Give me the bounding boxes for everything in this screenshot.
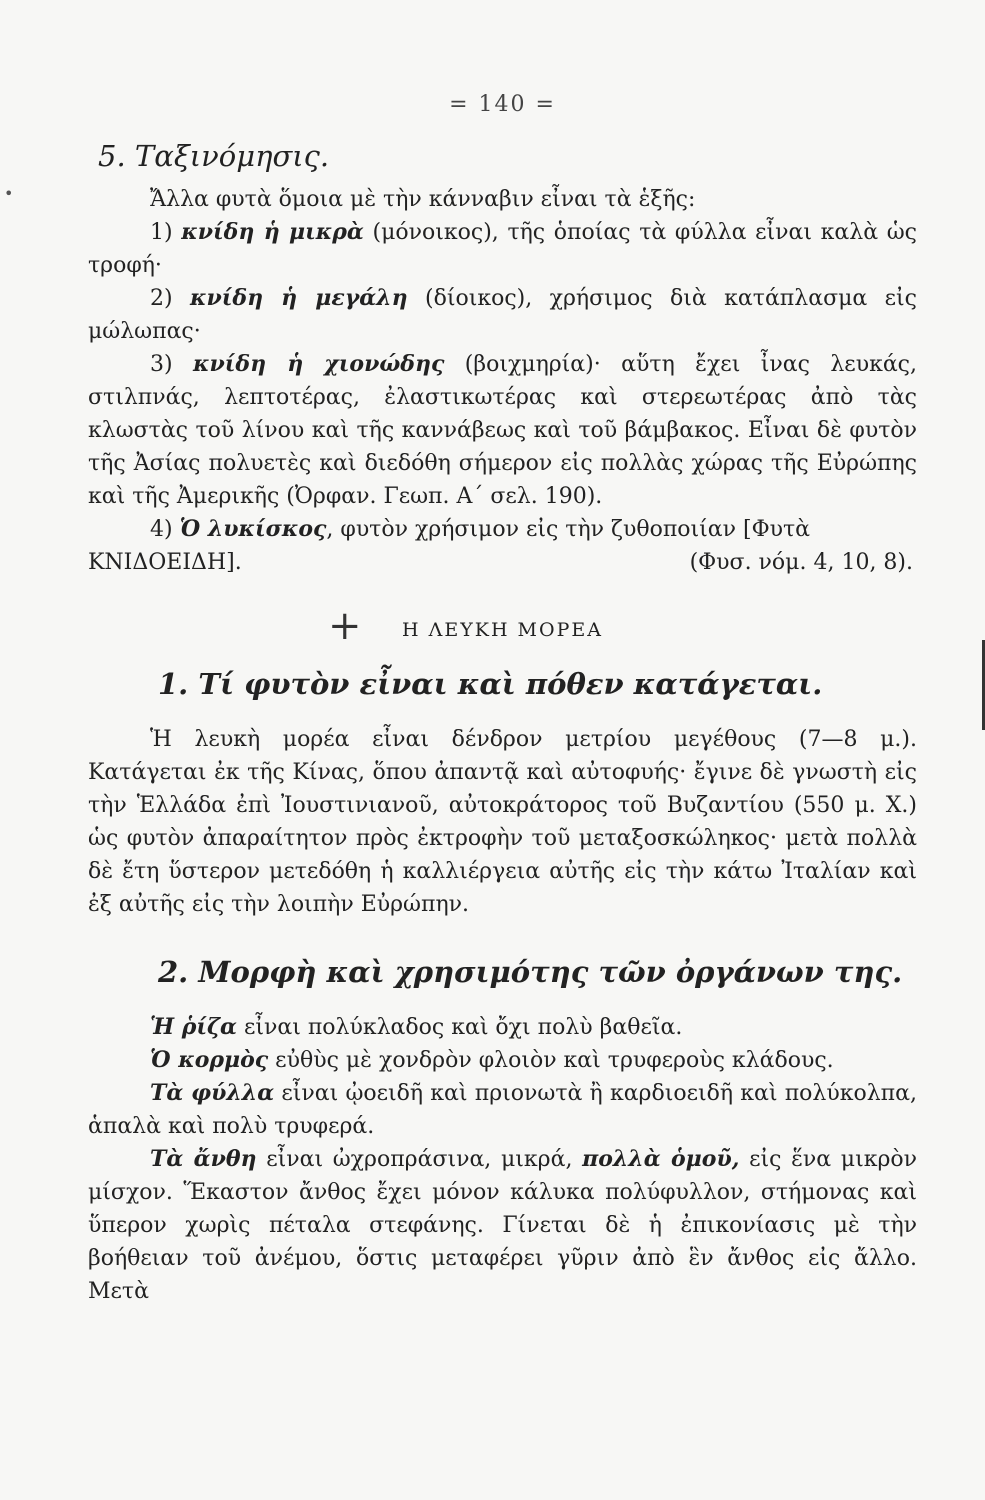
list-item-4-term: Ὁ λυκίσκος — [179, 516, 327, 542]
organ-root: Ἡ ῥίζα εἶναι πολύκλαδος καὶ ὄχι πολὺ βαθεῖα. — [150, 1014, 683, 1040]
chapter-title-block — [88, 603, 917, 649]
list-item-4: 4) Ὁ λυκίσκος, φυτὸν χρήσιμον εἰς τὴν ζυθοποιίαν [Φυτὰ — [150, 516, 811, 542]
chapter-title: Η ΛΕΥΚΗ ΜΟΡΕΑ — [402, 619, 603, 641]
margin-dot: • — [4, 184, 14, 203]
list-item-1-term: κνίδη ἡ μικρὰ — [181, 219, 364, 245]
pencil-cross-mark: + — [328, 603, 364, 649]
list-item-3-term: κνίδη ἡ χιονώδης — [193, 351, 445, 377]
list-item-3: 3) κνίδη ἡ χιονώδης (βοιχμηρία)· αὕτη ἔχει ἶνας λευκάς, στιλπνάς, λεπτοτέρας, ἐλαστικωτέρας καὶ στερεωτέρας ἀπὸ τὰς κλωστὰς τοῦ λίνου καὶ τῆς καννάβεως καὶ τοῦ βάμβακος. Εἶναι δὲ φυτὸν τῆς Ἀσίας πολυετὲς καὶ διεδόθη σήμερον εἰς πολλὰς χώρας τῆς Εὐρώπης καὶ τῆς Ἀμερικῆς (Ὀρφαν. Γεωπ. Α΄ σελ. 190). — [88, 351, 917, 509]
reference-left: ΚΝΙΔΟΕΙΔΗ]. — [88, 550, 242, 575]
section1-paragraph: Ἡ λευκὴ μορέα εἶναι δένδρον μετρίου μεγέθους (7—8 μ.). Κατάγεται ἐκ τῆς Κίνας, ὅπου ἀπαντᾷ καὶ αὐτοφυής· ἔγινε δὲ γνωστὴ εἰς τὴν Ἑλλάδα ἐπὶ Ἰουστινιανοῦ, αὐτοκράτορος τοῦ Βυζαντίου (550 μ. Χ.) ὡς φυτὸν ἀπαραίτητον πρὸς ἐκτροφὴν τοῦ μεταξοσκώληκος· μετὰ πολλὰ δὲ ἔτη ὕστερον μετεδόθη ἡ καλλιέργεια αὐτῆς εἰς τὴν κάτω Ἰταλίαν καὶ ἐξ αὐτῆς εἰς τὴν λοιπὴν Εὐρώπην. — [88, 727, 917, 917]
organ-flowers: Τὰ ἄνθη εἶναι ὠχροπράσινα, μικρά, πολλὰ ὁμοῦ, εἰς ἕνα μικρὸν μίσχον. Ἕκαστον ἄνθος ἔχει μόνον κάλυκα πολύφυλλον, στήμονας καὶ ὕπερον χωρὶς πέταλα στεφάνης. Γίνεται δὲ ἡ ἐπικονίασις μὲ τὴν βοήθειαν τοῦ ἀνέμου, ὅστις μεταφέρει γῦριν ἀπὸ ἓν ἄνθος εἰς ἄλλο. Μετὰ — [88, 1146, 918, 1304]
page-number: = 140 = — [449, 92, 556, 117]
intro-paragraph: Ἄλλα φυτὰ ὅμοια μὲ τὴν κάνναβιν εἶναι τὰ ἑξῆς: — [150, 187, 696, 212]
organ-leaves: Τὰ φύλλα εἶναι ᾠοειδῆ καὶ πριονωτὰ ἢ καρδιοειδῆ καὶ πολύκολπα, ἁπαλὰ καὶ πολὺ τρυφερά. — [88, 1080, 917, 1139]
reference-line — [88, 546, 917, 579]
reference-right: (Φυσ. νόμ. 4, 10, 8). — [689, 550, 913, 575]
organ-trunk: Ὁ κορμὸς εὐθὺς μὲ χονδρὸν φλοιὸν καὶ τρυφεροὺς κλάδους. — [150, 1047, 834, 1073]
section1-title: 1. Τί φυτὸν εἶναι καὶ πόθεν κατάγεται. — [158, 667, 823, 701]
list-item-1: 1) κνίδη ἡ μικρὰ (μόνοικος), τῆς ὁποίας τὰ φύλλα εἶναι καλὰ ὡς τροφή· — [88, 219, 918, 278]
list-item-2: 2) κνίδη ἡ μεγάλη (δίοικος), χρήσιμος διὰ κατάπλασμα εἰς μώλωπας· — [88, 285, 918, 344]
list-item-2-term: κνίδη ἡ μεγάλη — [190, 285, 408, 311]
section5-title: 5. Ταξινόμησις. — [98, 139, 330, 173]
section2-title: 2. Μορφὴ καὶ χρησιμότης τῶν ὀργάνων της. — [158, 955, 903, 989]
